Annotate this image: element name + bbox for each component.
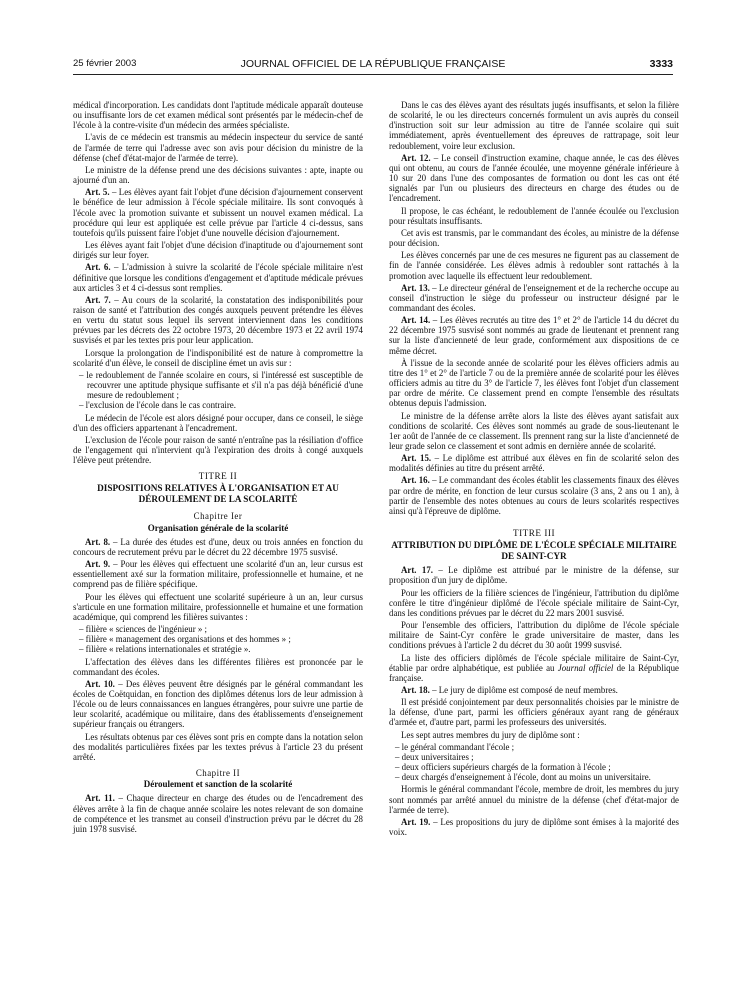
header-date: 25 février 2003 [73, 58, 137, 69]
article-label: Art. 17. [401, 565, 433, 576]
paragraph: Dans le cas des élèves ayant des résultats jugés insuffisants, et selon la filière de scolarité, le ou les directeurs concernés formulent un avis auprès du conseil d'instruction soit sur leur admission au titre de l'année scolaire qui suit immédiatement, après éventuellement des épreuves de rattrapage, soit leur redoublement, voire leur exclusion. [389, 100, 679, 151]
title-subheading: DISPOSITIONS RELATIVES À L'ORGANISATION ET AU DÉROULEMENT DE LA SCOLARITÉ [97, 483, 339, 505]
paragraph: Il est présidé conjointement par deux personnalités choisies par le ministre de la défense, d'une part, parmi les officiers généraux ayant rang de généraux d'armée et, d'autre part, parmi les professeurs des universités. [389, 697, 679, 728]
chapter-heading: Chapitre II [195, 768, 241, 779]
article-text: – Des élèves peuvent être désignés par le général commandant les écoles de Coëtquidan, en fonction des diplômes détenus lors de leur admission à l'école ou de leurs connaissances en langues étrangères, pour suivre une partie de leur scolarité, académique ou militaire, dans des établissements d'enseignement supérieur français ou étrangers. [73, 678, 363, 730]
list-item: – filière « relations internationales et stratégie ». [79, 644, 251, 655]
article-13 [389, 283, 679, 313]
paragraph: Les élèves ayant fait l'objet d'une décision d'inaptitude ou d'ajournement sont dirigés sur leur foyer. [73, 240, 363, 261]
article-7 [73, 295, 363, 346]
article-label: Art. 19. [401, 816, 431, 827]
paragraph: Les sept autres membres du jury de diplôme sont : [401, 729, 580, 740]
chapter-subheading: Organisation générale de la scolarité [147, 522, 289, 533]
article-5 [73, 187, 363, 238]
article-text: – Les élèves ayant fait l'objet d'une décision d'ajournement conservent le bénéfice de leur admission à l'école spéciale militaire. Ils sont convoqués à l'école avec la promotion suivante et subissent un nouvel examen médical. La procédure qui leur est appliquée est celle prévue par l'article 4 ci-dessus, sans toutefois qu'ils puissent faire l'objet d'une nouvelle décision d'ajournement. [73, 187, 364, 238]
header-rule [73, 74, 673, 75]
paragraph: Pour l'ensemble des officiers, l'attribution du diplôme de l'école spéciale militaire de Saint-Cyr confère le grade universitaire de master, dans les conditions prévues à l'article 2 du décret du 30 août 1999 susvisé. [389, 620, 679, 651]
article-label: Art. 9. [85, 559, 111, 570]
right-column [389, 100, 679, 839]
article-16 [389, 475, 679, 516]
article-label: Art. 18. [401, 684, 430, 695]
article-10 [73, 679, 363, 730]
article-15 [389, 453, 679, 473]
paragraph: Hormis le général commandant l'école, membre de droit, les membres du jury sont nommés par arrêté annuel du ministre de la défense (chef d'état-major de l'armée de terre). [389, 784, 679, 815]
list-item: – deux universitaires ; [395, 751, 474, 762]
paragraph: Les résultats obtenus par ces élèves sont pris en compte dans la notation selon des modalités particulières fixées par les textes prévus à l'article 23 du présent arrêté. [73, 731, 363, 762]
journal-title: JOURNAL OFFICIEL DE LA RÉPUBLIQUE FRANÇAISE [240, 58, 506, 70]
article-18 [389, 685, 679, 695]
list-item: – filière « sciences de l'ingénieur » ; [79, 624, 208, 635]
article-12 [389, 153, 679, 204]
article-label: Art. 13. [401, 282, 430, 293]
title-subheading: ATTRIBUTION DU DIPLÔME DE L'ÉCOLE SPÉCIALE MILITAIRE DE SAINT-CYR [391, 540, 677, 562]
list [73, 370, 363, 411]
article-text: – Pour les élèves qui effectuent une scolarité d'un an, leur cursus est essentiellement axé sur la formation militaire, professionnelle et humaine, et ne comprend pas de filière spécifique. [73, 559, 363, 590]
article-label: Art. 8. [85, 536, 111, 547]
left-column [73, 100, 363, 836]
article-text: – Au cours de la scolarité, la constatation des indisponibilités pour raison de santé et l'attribution des congés auxquels peuvent prétendre les élèves en vertu du statut sous lequel ils servent interviennent dans les conditions prévues par les décrets des 22 octobre 1973, 20 décembre 1973 et 22 avril 1974 susvisés et par les textes pris pour leur application. [73, 294, 363, 346]
article-9 [73, 559, 363, 589]
article-label: Art. 10. [85, 678, 115, 689]
article-label: Art. 14. [401, 315, 431, 326]
article-text: – Le directeur général de l'enseignement et de la recherche occupe au conseil d'instruction le siège du professeur ou instructeur désigné par le commandant des écoles. [389, 282, 679, 313]
article-text: – Le commandant des écoles établit les classements finaux des élèves par ordre de mérite, en fonction de leur cursus scolaire (3 ans, 2 ans ou 1 an), à partir de l'ensemble des notes obtenues au cours de leurs scolarités respectives ainsi qu'à l'épreuve de diplôme. [389, 475, 679, 516]
paragraph: Cet avis est transmis, par le commandant des écoles, au ministre de la défense pour décision. [389, 227, 679, 249]
paragraph: Les élèves concernés par une de ces mesures ne figurent pas au classement de fin de l'année considérée. Les élèves admis à redoubler sont rattachés à la promotion avec laquelle ils effectuent leur redoublement. [389, 250, 679, 281]
article-text: – Les propositions du jury de diplôme sont émises à la majorité des voix. [389, 816, 680, 837]
list-item: – l'exclusion de l'école dans le cas contraire. [79, 400, 236, 411]
article-label: Art. 6. [85, 262, 111, 273]
article-text: – Le jury de diplôme est composé de neuf membres. [429, 684, 618, 695]
article-text: – Le conseil d'instruction examine, chaque année, le cas des élèves qui ont obtenu, au cours de l'année écoulée, une moyenne générale inférieure à 10 sur 20 dans l'une des composantes de formation ou dont les cas ont été signalés par l'un ou plusieurs des directeurs en charge des études ou de l'encadrement. [389, 152, 679, 204]
title-heading: TITRE III [513, 528, 555, 539]
article-19 [389, 817, 679, 837]
article-label: Art. 12. [401, 152, 431, 163]
article-6 [73, 262, 363, 292]
article-label: Art. 7. [85, 294, 111, 305]
list-item: – filière « management des organisations et des hommes » ; [79, 634, 291, 645]
article-label: Art. 16. [401, 475, 430, 486]
article-11 [73, 793, 363, 834]
list [389, 742, 679, 783]
list-item: – le redoublement de l'année scolaire en cours, si l'intéressé est susceptible de recouvrer une aptitude physique suffisante et s'il n'a pas déjà bénéficié d'une mesure de redoublement ; [79, 369, 363, 401]
chapter-heading: Chapitre Ier [193, 511, 243, 522]
article-17 [389, 565, 679, 585]
article-label: Art. 11. [85, 793, 115, 804]
chapter-subheading: Déroulement et sanction de la scolarité [143, 779, 293, 790]
paragraph: L'exclusion de l'école pour raison de santé n'entraîne pas la résiliation d'office de l'engagement qui n'intervient qu'à l'expiration des droits à congé auxquels l'élève peut prétendre. [73, 434, 363, 466]
title-heading: TITRE II [198, 471, 238, 482]
paragraph: Le ministre de la défense prend une des décisions suivantes : apte, inapte ou ajourné d'un an. [73, 164, 363, 186]
page-header [73, 58, 673, 72]
article-text: – Les élèves recrutés au titre des 1° et 2° de l'article 14 du décret du 22 décembre 1975 susvisé sont nommés au grade de lieutenant et prennent rang sur la liste d'ancienneté de leur grade, conformément aux dispositions de ce même décret. [389, 315, 679, 356]
paragraph: À l'issue de la seconde année de scolarité pour les élèves officiers admis au titre des 1° et 2° de l'article 7 ou de la première année de scolarité pour les élèves officiers admis au titre du 3° de l'article 7, les élèves font l'objet d'un classement par ordre de mérite. Ce classement prend en compte l'ensemble des résultats obtenus depuis l'admission. [389, 357, 679, 409]
list-item: – deux chargés d'enseignement à l'école, dont au moins un universitaire. [395, 772, 651, 783]
article-label: Art. 5. [85, 187, 110, 198]
paragraph: Le ministre de la défense arrête alors la liste des élèves ayant satisfait aux conditions de scolarité. Ces élèves sont nommés au grade de sous-lieutenant le 1er août de l'année de ce classement. Ils prennent rang sur la liste d'ancienneté de leur grade selon ce classement et sont admis en dernière année de scolarité. [389, 410, 679, 451]
article-text: – L'admission à suivre la scolarité de l'école spéciale militaire n'est définitive que lorsque les conditions d'engagement et d'aptitude médicale prévues aux articles 3 et 4 ci-dessus sont remplies. [73, 262, 363, 293]
article-8 [73, 537, 363, 557]
paragraph: L'affectation des élèves dans les différentes filières est prononcée par le commandant des écoles. [73, 656, 363, 677]
article-text: – Le diplôme est attribué par le ministre de la défense, sur proposition d'un jury de diplôme. [389, 565, 679, 586]
list-item: – deux officiers supérieurs chargés de la formation à l'école ; [395, 762, 611, 773]
paragraph [389, 653, 679, 683]
page-number: 3333 [649, 58, 673, 70]
article-label: Art. 15. [401, 453, 432, 464]
article-text: – Le diplôme est attribué aux élèves en fin de scolarité selon des modalités définies au titre du présent arrêté. [389, 453, 679, 474]
paragraph: Lorsque la prolongation de l'indisponibilité est de nature à compromettre la scolarité d'un élève, le conseil de discipline émet un avis sur : [73, 347, 363, 368]
text-span: La liste des officiers diplômés de l'école spéciale militaire de Saint-Cyr, établie par ordre alphabétique, est publiée au [389, 652, 679, 673]
article-14 [389, 315, 679, 356]
article-text: – Chaque directeur en charge des études ou de l'encadrement des élèves arrête à la fin de chaque année scolaire les notes relevant de son domaine de compétence et les transmet au conseil d'instruction prévu par le décret du 28 juin 1978 susvisé. [73, 793, 363, 834]
paragraph: L'avis de ce médecin est transmis au médecin inspecteur du service de santé de l'armée de terre qui l'adresse avec son avis pour décision du ministre de la défense (chef d'état-major de l'armée de terre). [73, 132, 363, 163]
paragraph: Le médecin de l'école est alors désigné pour occuper, dans ce conseil, le siège d'un des officiers appartenant à l'encadrement. [73, 412, 363, 433]
paragraph: Il propose, le cas échéant, le redoublement de l'année écoulée ou l'exclusion pour résultats insuffisants. [389, 205, 679, 226]
paragraph: Pour les officiers de la filière sciences de l'ingénieur, l'attribution du diplôme confère le titre d'ingénieur diplômé de l'école spéciale militaire de Saint-Cyr, dans les conditions prévues par le décret du 22 mars 2001 susvisé. [389, 587, 679, 618]
paragraph: Pour les élèves qui effectuent une scolarité supérieure à un an, leur cursus s'articule en une formation militaire, professionnelle et humaine et une formation académique, qui comprend les filières suivantes : [73, 591, 363, 622]
paragraph: médical d'incorporation. Les candidats dont l'aptitude médicale apparaît douteuse ou insuffisante lors de cet examen médical sont présentés par le médecin-chef de l'école à la contre-visite d'un médecin des armées spécialiste. [73, 100, 363, 131]
list [73, 624, 363, 654]
list-item: – le général commandant l'école ; [395, 741, 515, 752]
article-text: – La durée des études est d'une, deux ou trois années en fonction du concours de recrutement prévu par le décret du 22 décembre 1975 susvisé. [73, 536, 363, 557]
text-span: de la République française. [389, 662, 679, 683]
journal-name: Journal officiel [557, 662, 614, 673]
